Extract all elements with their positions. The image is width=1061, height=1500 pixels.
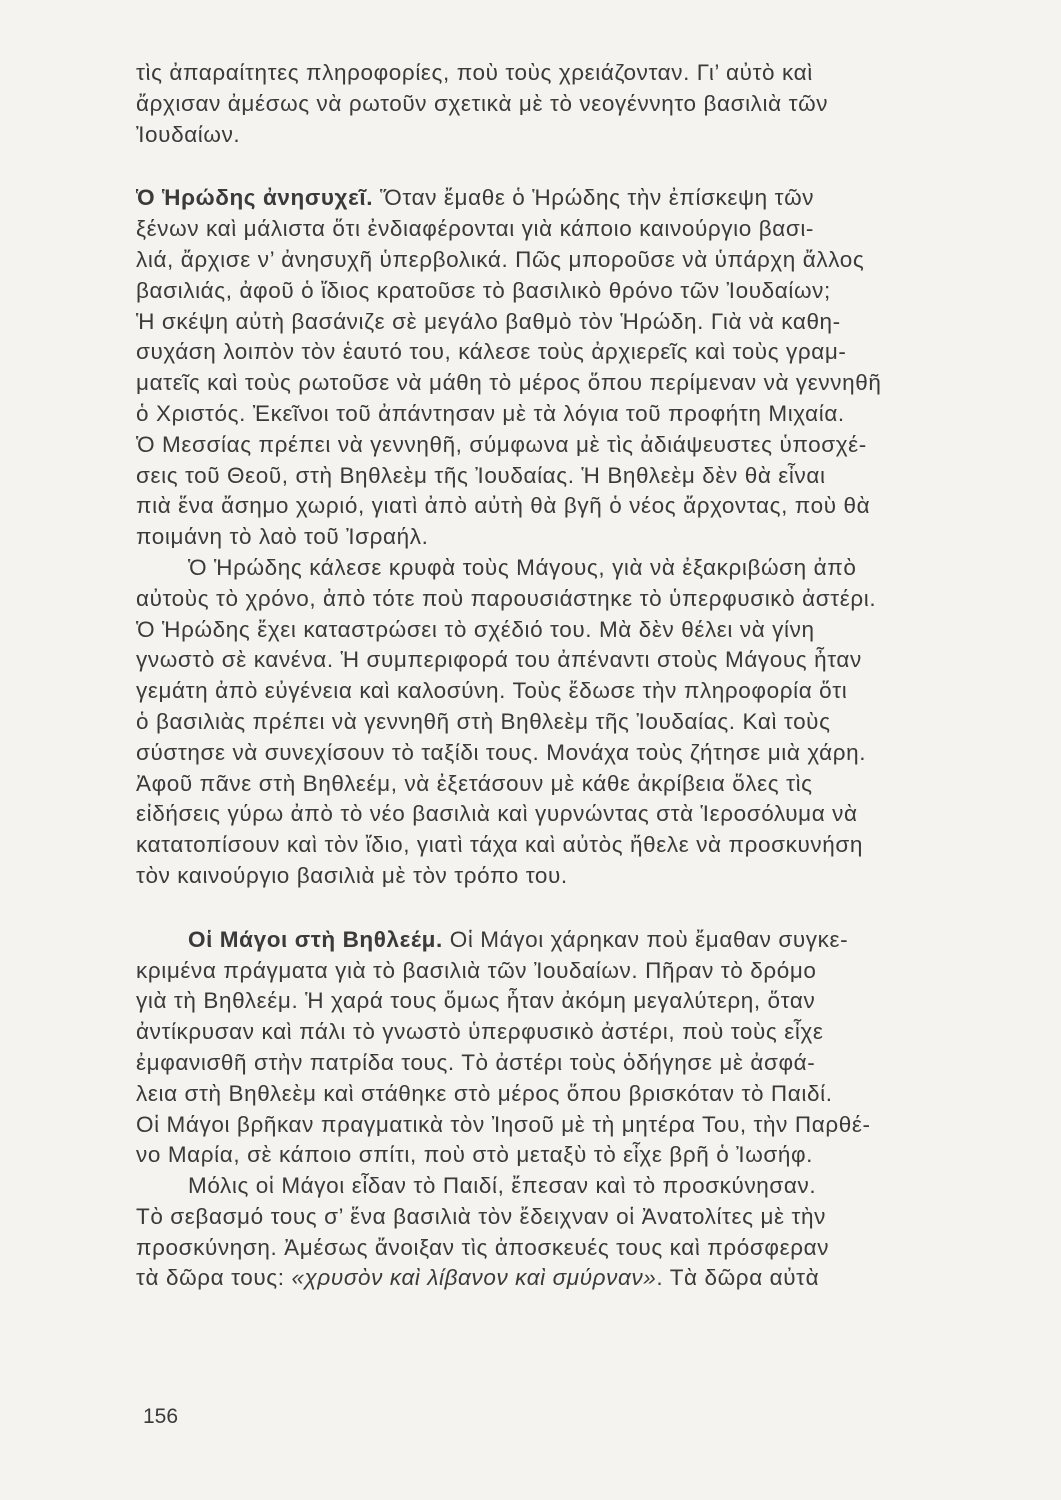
- text-line: ὁ Χριστός. Ἐκεῖνοι τοῦ ἀπάντησαν μὲ τὰ λόγια τοῦ προφήτη Μιχαία.: [136, 400, 845, 426]
- text-line: ξένων καὶ μάλιστα ὅτι ἐνδιαφέρονται γιὰ κάποιο καινούργιο βασι-: [136, 216, 815, 242]
- text-line: σύστησε νὰ συνεχίσουν τὸ ταξίδι τους. Μονάχα τοὺς ζήτησε μιὰ χάρη.: [136, 739, 867, 765]
- section-magi-in-bethlehem: [136, 925, 988, 1295]
- text-line: προσκύνηση. Ἀμέσως ἄνοιξαν τὶς ἀποσκευές τους καὶ πρόσφεραν: [136, 1234, 830, 1260]
- section-heading: Ὁ Ἡρώδης ἀνησυχεῖ.: [136, 185, 374, 211]
- section-heading: Οἱ Μάγοι στὴ Βηθλεέμ.: [188, 926, 443, 952]
- text-line: νο Μαρία, σὲ κάποιο σπίτι, ποὺ στὸ μεταξὺ τὸ εἶχε βρῆ ὁ Ἰωσήφ.: [136, 1142, 814, 1168]
- text-line: ἀντίκρυσαν καὶ πάλι τὸ γνωστὸ ὑπερφυσικὸ ἀστέρι, ποὺ τοὺς εἶχε: [136, 1019, 824, 1045]
- text-line: γιὰ τὴ Βηθλεέμ. Ἡ χαρά τους ὅμως ἦταν ἀκόμη μεγαλύτερη, ὅταν: [136, 988, 816, 1014]
- text-line: Οἱ Μάγοι βρῆκαν πραγματικὰ τὸν Ἰησοῦ μὲ τὴ μητέρα Του, τὴν Παρθέ-: [136, 1111, 871, 1137]
- text-line: Τὸ σεβασμό τους σ’ ἕνα βασιλιὰ τὸν ἔδειχναν οἱ Ἀνατολίτες μὲ τὴν: [136, 1203, 826, 1229]
- text-line: γνωστὸ σὲ κανένα. Ἡ συμπεριφορά του ἀπέναντι στοὺς Μάγους ἦταν: [136, 647, 862, 673]
- text-line: τὰ δῶρα τους: «χρυσὸν καὶ λίβανον καὶ σμύρναν». Τὰ δῶρα αὐτὰ: [136, 1265, 820, 1291]
- text-line: σεις τοῦ Θεοῦ, στὴ Βηθλεὲμ τῆς Ἰουδαίας. Ἡ Βηθλεὲμ δὲν θὰ εἶναι: [136, 462, 826, 488]
- text-line: ποιμάνη τὸ λαὸ τοῦ Ἰσραήλ.: [136, 524, 429, 550]
- text-line: εἰδήσεις γύρω ἀπὸ τὸ νέο βασιλιὰ καὶ γυρνώντας στὰ Ἱεροσόλυμα νὰ: [136, 801, 858, 827]
- text-line: πιὰ ἕνα ἄσημο χωριό, γιατὶ ἀπὸ αὐτὴ θὰ βγῆ ὁ νέος ἄρχοντας, ποὺ θὰ: [136, 493, 871, 519]
- text-line: ματεῖς καὶ τοὺς ρωτοῦσε νὰ μάθη τὸ μέρος ὅπου περίμεναν νὰ γεννηθῆ: [136, 370, 882, 396]
- text-line: Ὁ Μεσσίας πρέπει νὰ γεννηθῆ, σύμφωνα μὲ τὶς ἀδιάψευστες ὑποσχέ-: [136, 431, 867, 457]
- page-text: [136, 58, 988, 1294]
- text-line: βασιλιάς, ἀφοῦ ὁ ἴδιος κρατοῦσε τὸ βασιλικὸ θρόνο τῶν Ἰουδαίων;: [136, 277, 831, 303]
- text-line: ἐμφανισθῆ στὴν πατρίδα τους. Τὸ ἀστέρι τοὺς ὁδήγησε μὲ ἀσφά-: [136, 1049, 816, 1075]
- text-line: αὐτοὺς τὸ χρόνο, ἀπὸ τότε ποὺ παρουσιάστηκε τὸ ὑπερφυσικὸ ἀστέρι.: [136, 585, 877, 611]
- text-line: Ἀφοῦ πᾶνε στὴ Βηθλεέμ, νὰ ἐξετάσουν μὲ κάθε ἀκρίβεια ὅλες τὶς: [136, 770, 813, 796]
- text-line: ἄρχισαν ἀμέσως νὰ ρωτοῦν σχετικὰ μὲ τὸ νεογέννητο βασιλιὰ τῶν: [136, 90, 829, 116]
- text-line: Ὁ Ἡρώδης ἀνησυχεῖ. Ὅταν ἔμαθε ὁ Ἡρώδης τὴν ἐπίσκεψη τῶν: [136, 185, 815, 211]
- text-line: κριμένα πράγματα γιὰ τὸ βασιλιὰ τῶν Ἰουδαίων. Πῆραν τὸ δρόμο: [136, 957, 817, 983]
- intro-paragraph: [136, 58, 988, 150]
- text-line: Μόλις οἱ Μάγοι εἶδαν τὸ Παιδί, ἔπεσαν καὶ τὸ προσκύνησαν.: [188, 1173, 817, 1199]
- text-line: συχάση λοιπὸν τὸν ἑαυτό του, κάλεσε τοὺς ἀρχιερεῖς καὶ τοὺς γραμ-: [136, 339, 847, 365]
- text-line: Ἡ σκέψη αὐτὴ βασάνιζε σὲ μεγάλο βαθμὸ τὸν Ἡρώδη. Γιὰ νὰ καθη-: [136, 308, 841, 334]
- text-line: λιά, ἄρχισε ν’ ἀνησυχῆ ὑπερβολικά. Πῶς μποροῦσε νὰ ὑπάρχη ἄλλος: [136, 246, 865, 272]
- quote: «χρυσὸν καὶ λίβανον καὶ σμύρναν»: [291, 1265, 657, 1291]
- text-line: Ὁ Ἡρώδης ἔχει καταστρώσει τὸ σχέδιό του. Μὰ δὲν θέλει νὰ γίνη: [136, 616, 815, 642]
- text-line: τὶς ἀπαραίτητες πληροφορίες, ποὺ τοὺς χρειάζονταν. Γι’ αὐτὸ καὶ: [136, 60, 813, 85]
- section-herod-worries: [136, 183, 988, 891]
- text-line: γεμάτη ἀπὸ εὐγένεια καὶ καλοσύνη. Τοὺς ἔδωσε τὴν πληροφορία ὅτι: [136, 678, 848, 704]
- text-line: κατατοπίσουν καὶ τὸν ἴδιο, γιατὶ τάχα καὶ αὐτὸς ἤθελε νὰ προσκυνήση: [136, 832, 863, 858]
- text-line: τὸν καινούργιο βασιλιὰ μὲ τὸν τρόπο του.: [136, 862, 568, 888]
- text-line: λεια στὴ Βηθλεὲμ καὶ στάθηκε στὸ μέρος ὅπου βρισκόταν τὸ Παιδί.: [136, 1080, 833, 1106]
- text-line: ὁ βασιλιὰς πρέπει νὰ γεννηθῆ στὴ Βηθλεὲμ τῆς Ἰουδαίας. Καὶ τοὺς: [136, 708, 831, 734]
- text-line: Οἱ Μάγοι στὴ Βηθλεέμ. Οἱ Μάγοι χάρηκαν ποὺ ἔμαθαν συγκε-: [188, 926, 849, 952]
- page-number: 156: [143, 1405, 179, 1428]
- text-line: Ὁ Ἡρώδης κάλεσε κρυφὰ τοὺς Μάγους, γιὰ νὰ ἐξακριβώση ἀπὸ: [188, 554, 857, 580]
- text-line: Ἰουδαίων.: [136, 121, 241, 147]
